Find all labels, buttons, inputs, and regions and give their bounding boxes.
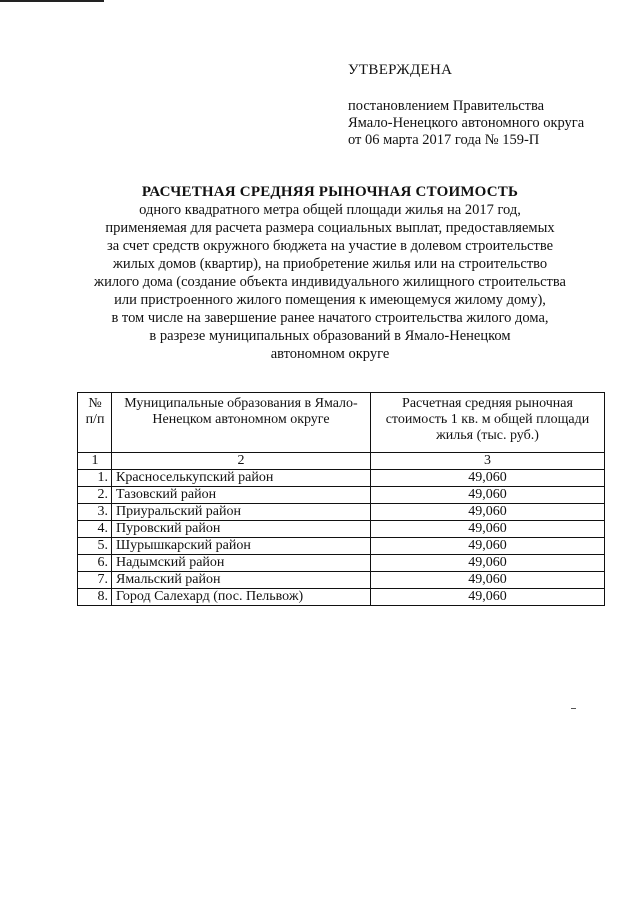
- approval-line: от 06 марта 2017 года № 159-П: [348, 132, 540, 148]
- municipality-cell: Город Салехард (пос. Пельвож): [112, 589, 371, 606]
- approval-line: Ямало-Ненецкого автономного округа: [348, 115, 585, 131]
- row-number-cell: 6.: [78, 555, 112, 572]
- municipality-cell: Ямальский район: [112, 572, 371, 589]
- cost-table: [77, 392, 605, 606]
- header-cell-municipality: Муниципальные образования в Ямало-Ненецком автономном округе: [112, 393, 371, 453]
- approval-line: постановлением Правительства: [348, 98, 545, 114]
- table-header-row: [78, 393, 605, 453]
- title-line: или пристроенного жилого помещения к имеющемуся жилому дому),: [114, 292, 546, 308]
- table-row: [78, 572, 605, 589]
- cost-cell: 49,060: [371, 470, 605, 487]
- cost-cell: 49,060: [371, 504, 605, 521]
- municipality-cell: Приуральский район: [112, 504, 371, 521]
- row-number-cell: 3.: [78, 504, 112, 521]
- column-number-row: [78, 453, 605, 470]
- cost-cell: 49,060: [371, 538, 605, 555]
- title-line: в разрезе муниципальных образований в Ямало-Ненецком: [149, 328, 511, 344]
- table-row: [78, 538, 605, 555]
- title-line: автономном округе: [270, 346, 390, 362]
- cost-cell: 49,060: [371, 521, 605, 538]
- approval-block: [348, 62, 628, 149]
- municipality-cell: Шурышкарский район: [112, 538, 371, 555]
- column-number-cell: 1: [78, 453, 112, 470]
- table-row: [78, 521, 605, 538]
- cost-cell: 49,060: [371, 589, 605, 606]
- scan-edge-line: [0, 0, 104, 2]
- title-line: за счет средств окружного бюджета на участие в долевом строительстве: [106, 238, 554, 254]
- municipality-cell: Тазовский район: [112, 487, 371, 504]
- table-row: [78, 589, 605, 606]
- municipality-cell: Красноселькупский район: [112, 470, 371, 487]
- row-number-cell: 1.: [78, 470, 112, 487]
- title-line: жилых домов (квартир), на приобретение жилья или на строительство: [112, 256, 548, 272]
- table-row: [78, 504, 605, 521]
- document-title: РАСЧЕТНАЯ СРЕДНЯЯ РЫНОЧНАЯ СТОИМОСТЬ: [141, 184, 519, 200]
- title-line: жилого дома (создание объекта индивидуального жилищного строительства: [94, 274, 566, 290]
- title-line: в том числе на завершение ранее начатого строительства жилого дома,: [111, 310, 549, 326]
- title-line: применяемая для расчета размера социальных выплат, предоставляемых: [105, 220, 555, 236]
- cost-cell: 49,060: [371, 572, 605, 589]
- row-number-cell: 7.: [78, 572, 112, 589]
- row-number-cell: 8.: [78, 589, 112, 606]
- approval-heading: УТВЕРЖДЕНА: [348, 62, 453, 78]
- municipality-cell: Пуровский район: [112, 521, 371, 538]
- document-title-block: [60, 183, 600, 363]
- header-cell-cost: Расчетная средняя рыночная стоимость 1 кв. м общей площади жилья (тыс. руб.): [371, 393, 605, 453]
- row-number-cell: 4.: [78, 521, 112, 538]
- header-cell-number: № п/п: [78, 393, 112, 453]
- cost-cell: 49,060: [371, 555, 605, 572]
- column-number-cell: 3: [371, 453, 605, 470]
- row-number-cell: 2.: [78, 487, 112, 504]
- table-row: [78, 555, 605, 572]
- row-number-cell: 5.: [78, 538, 112, 555]
- column-number-cell: 2: [112, 453, 371, 470]
- cost-cell: 49,060: [371, 487, 605, 504]
- title-line: одного квадратного метра общей площади жилья на 2017 год,: [139, 202, 521, 218]
- municipality-cell: Надымский район: [112, 555, 371, 572]
- table-row: [78, 470, 605, 487]
- scan-speck: [571, 708, 576, 709]
- table-row: [78, 487, 605, 504]
